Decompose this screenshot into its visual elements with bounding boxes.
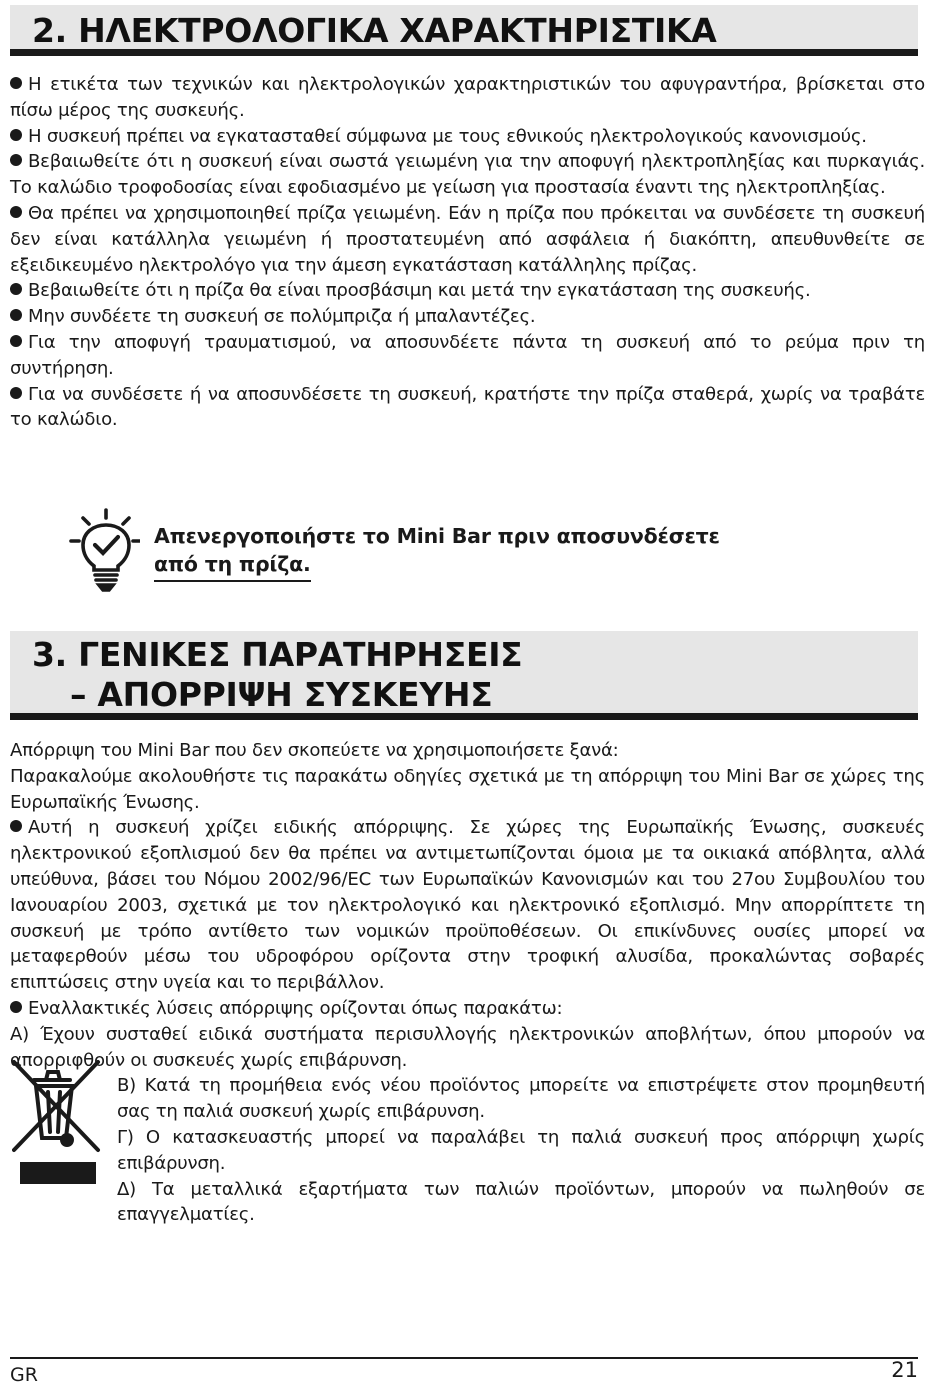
bullet-item: Για να συνδέσετε ή να αποσυνδέσετε τη συσκευή, κρατήστε την πρίζα σταθερά, χωρίς να τραβάτε το καλώδιο. [10,383,925,431]
option-d: Δ) Τα μεταλλικά εξαρτήματα των παλιών προϊόντων, μπορούν να πωληθούν σε επαγγελματίες. [117,1178,925,1226]
bullet-item: Θα πρέπει να χρησιμοποιηθεί πρίζα γειωμένη. Εάν η πρίζα που πρόκειται να συνδέσετε τη συσκευή δεν είναι κατάλληλα γειωμένη ή προστατευμένη από ασφάλεια ή διακόπτη, απευθυνθείτε σε εξειδικευμένο ηλεκτρολόγο για την άμεση εγκατάσταση κατάλληλης πρίζας. [10,202,925,276]
bullet-item: Βεβαιωθείτε ότι η συσκευή είναι σωστά γειωμένη για την αποφυγή ηλεκτροπληξίας και πυρκαγιάς. Το καλώδιο τροφοδοσίας είναι εφοδιασμένο με γείωση για προστασία έναντι της ηλεκτροπληξίας. [10,151,925,199]
section-2-heading [10,5,918,56]
weee-crossed-bin-icon [12,1058,102,1190]
intro-paragraph: Παρακαλούμε ακολουθήστε τις παρακάτω οδηγίες σχετικά με τη απόρριψη του Mini Bar σε χώρες της Ευρωπαϊκής Ένωσης. [10,765,925,813]
bullet-dot-icon [10,154,22,166]
bullet-dot-icon [10,309,22,321]
section-3-title-line-2: – ΑΠΟΡΡΙΨΗ ΣΥΣΚΕΥΗΣ [70,675,493,714]
bullet-dot-icon [10,387,22,399]
intro-line: Απόρριψη του Mini Bar που δεν σκοπεύετε να χρησιμοποιήσετε ξανά: [10,740,619,761]
bullet-item: Η συσκευή πρέπει να εγκατασταθεί σύμφωνα με τους εθνικούς ηλεκτρολογικούς κανονισμούς. [10,124,925,150]
bullet-dot-icon [10,820,22,832]
tip-line-1: Απενεργοποιήστε το Mini Bar πριν αποσυνδέσετε [154,524,720,548]
section-3-title-line-1: 3. ΓΕΝΙΚΕΣ ΠΑΡΑΤΗΡΗΣΕΙΣ [32,635,523,674]
tip-note [68,508,768,598]
bullet-item: Η ετικέτα των τεχνικών και ηλεκτρολογικών χαρακτηριστικών του αφυγραντήρα, βρίσκεται στο πίσω μέρος της συσκευής. [10,74,925,121]
footer-divider [10,1357,918,1359]
tip-line-2: από τη πρίζα. [154,550,311,582]
option-b: Β) Κατά τη προμήθεια ενός νέου προϊόντος μπορείτε να επιστρέψετε στον προμηθευτή σας τη παλιά συσκευή χωρίς επιβάρυνση. [117,1075,925,1123]
lightbulb-check-icon [68,508,140,592]
bullet-item: Αυτή η συσκευή χρίζει ειδικής απόρριψης. Σε χώρες της Ευρωπαϊκής Ένωσης, συσκευές ηλεκτρονικού εξοπλισμού δεν θα πρέπει να αντιμετωπίζονται όμοια με τα οικιακά απόβλητα, αλλά υπεύθυνα, βάσει του Νόμου 2002/96/EC των Ευρωπαϊκών Κανονισμών και του 27ου Συμβουλίου του Ιανουαρίου 2003, σχετικά με τον ηλεκτρολογικό και ηλεκτρονικό εξοπλισμό. Μην απορρίπτετε τη συσκευή με τρόπο αντίθετο των νομικών προϋποθέσεων. Οι επικίνδυνες ουσίες μπορεί να μεταφερθούν μέσω του υδροφόρου ορίζοντα στην τροφική αλυσίδα, προκαλώντας σοβαρές επιπτώσεις στην υγεία και το περιβάλλον. [10,817,925,994]
bullet-item: Για την αποφυγή τραυματισμού, να αποσυνδέετε πάντα τη συσκευή από το ρεύμα πριν τη συντήρηση. [10,331,925,379]
bullet-dot-icon [10,206,22,218]
section-2-body [10,72,925,433]
option-a: Α) Έχουν συσταθεί ειδικά συστήματα περισυλλογής ηλεκτρονικών αποβλήτων, όπου μπορούν να απορριφθούν οι συσκευές χωρίς επιβάρυνση. [10,1023,925,1071]
tip-text [154,522,720,582]
bullet-dot-icon [10,335,22,347]
page-number: 21 [891,1358,918,1382]
bullet-dot-icon [10,77,22,89]
section-3-heading [10,631,918,720]
bullet-item: Μην συνδέετε τη συσκευή σε πολύμπριζα ή μπαλαντέζες. [10,304,925,330]
bullet-item: Βεβαιωθείτε ότι η πρίζα θα είναι προσβάσιμη και μετά την εγκατάσταση της συσκευής. [10,278,925,304]
option-c: Γ) Ο κατασκευαστής μπορεί να παραλάβει τη παλιά συσκευή προς απόρριψη χωρίς επιβάρυνση. [117,1126,925,1174]
section-3-body [10,738,925,1228]
bullet-item: Εναλλακτικές λύσεις απόρριψης ορίζονται όπως παρακάτω: [10,996,925,1022]
bullet-dot-icon [10,129,22,141]
bullet-dot-icon [10,283,22,295]
bullet-dot-icon [10,1001,22,1013]
footer-language: GR [10,1364,38,1386]
section-2-title: 2. ΗΛΕΚΤΡΟΛΟΓΙΚΑ ΧΑΡΑΚΤΗΡΙΣΤΙΚΑ [32,11,717,50]
